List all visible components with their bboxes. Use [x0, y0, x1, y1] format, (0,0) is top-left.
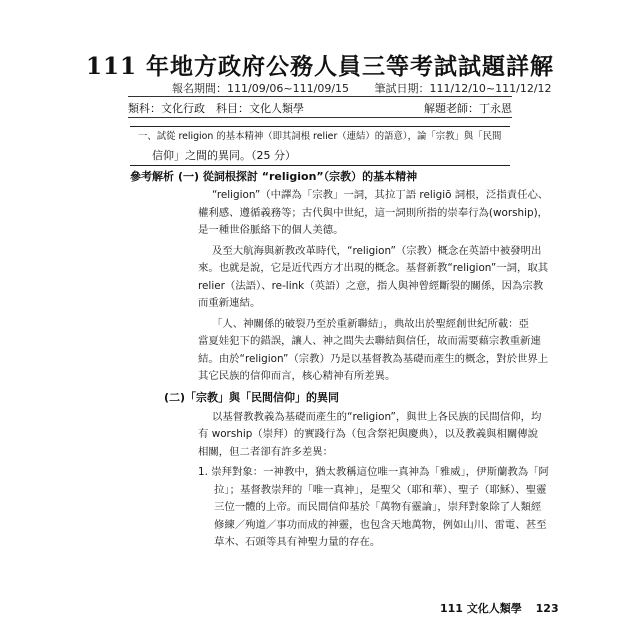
body-line: 草木、石頭等具有神聖力量的存在。: [214, 536, 381, 548]
body-line: “religion”（中譯為「宗教」一詞，其拉丁語 religiō 詞根，泛指責任心、: [212, 189, 549, 201]
page-title: 111 年地方政府公務人員三等考試試題詳解: [85, 53, 555, 80]
page-footer: [440, 600, 559, 616]
footer-book-title: 111 文化人類學: [440, 602, 522, 615]
question-box: [130, 126, 510, 166]
section-1-heading: (一) 從詞根探討 “religion”（宗教）的基本精神: [178, 170, 418, 183]
registration-period: 報名期間：111/09/06~111/09/15: [172, 82, 350, 95]
body-line: 而重新連結。: [198, 297, 261, 309]
body-line: 來。也就是說，它是近代西方才出現的概念。基督新教“religion”一詞，取其: [198, 262, 549, 274]
body-line: 是一種世俗脈絡下的個人美德。: [198, 224, 344, 236]
header-divider: [128, 96, 512, 97]
subject-label: 類科：文化行政 科目：文化人類學: [128, 102, 304, 115]
exam-dates: [172, 80, 574, 96]
page-number: 123: [535, 602, 559, 615]
body-line: 及至大航海與新教改革時代，“religion”（宗教）概念在英語中被發明出: [212, 244, 542, 257]
body-line: 當夏娃犯下的錯誤，讓人、神之間失去聯結與信任，故而需要藉宗教重新連: [198, 335, 541, 347]
body-line: 修練／殉道／事功而成的神靈，也包含天地萬物，例如山川、雷電、甚至: [214, 518, 547, 531]
teacher-label: 解題老師：丁永恩: [424, 102, 512, 115]
body-line: 「人、神關係的破裂乃至於重新聯結」，典故出於聖經創世紀所載：亞: [212, 317, 529, 330]
question-line-1: 一、試從 religion 的基本精神（即其詞根 relier（連結）的語意），論「宗教」與「民間: [138, 131, 502, 142]
body-line: 其它民族的信仰而言，核心精神有所差異。: [198, 370, 396, 382]
exam-date: 筆試日期：111/12/10~111/12/12: [374, 82, 552, 95]
body-line: 以基督教教義為基礎而產生的“religion”，與世上各民族的民間信仰，均: [212, 410, 542, 423]
body-line: relier（法語）、re-link（英語）之意，指人與神曾經斷裂的關係，因為宗教: [198, 279, 544, 292]
body-line: 有 worship（崇拜）的實踐行為（包含祭祀與慶典），以及教義與相關傳說: [198, 428, 539, 440]
body-line: 三位一體的上帝。而民間信仰基於「萬物有靈論」，崇拜對象除了人類經: [214, 501, 542, 513]
body-line: 1. 崇拜對象：一神教中，猶太教稱這位唯一真神為「雅威」，伊斯蘭教為「阿: [198, 466, 549, 478]
question-line-2: 信仰」之間的異同。（25 分）: [152, 149, 296, 162]
section-2-heading: (二)「宗教」與「民間信仰」的異同: [164, 390, 340, 404]
analysis-label: 參考解析: [130, 170, 174, 183]
body-line: 權利感、遵循義務等；古代與中世紀，這一詞則所指的崇奉行為(worship)，: [198, 206, 549, 219]
body-line: 結。由於“religion”（宗教）乃是以基督教為基礎而產生的概念，對於世界上: [198, 352, 549, 365]
body-line: 拉」；基督教崇拜的「唯一真神」，是聖父（耶和華）、聖子（耶穌）、聖靈: [214, 483, 547, 496]
body-line: 相關，但二者卻有許多差異：: [198, 445, 334, 458]
meta-divider: [128, 117, 512, 118]
